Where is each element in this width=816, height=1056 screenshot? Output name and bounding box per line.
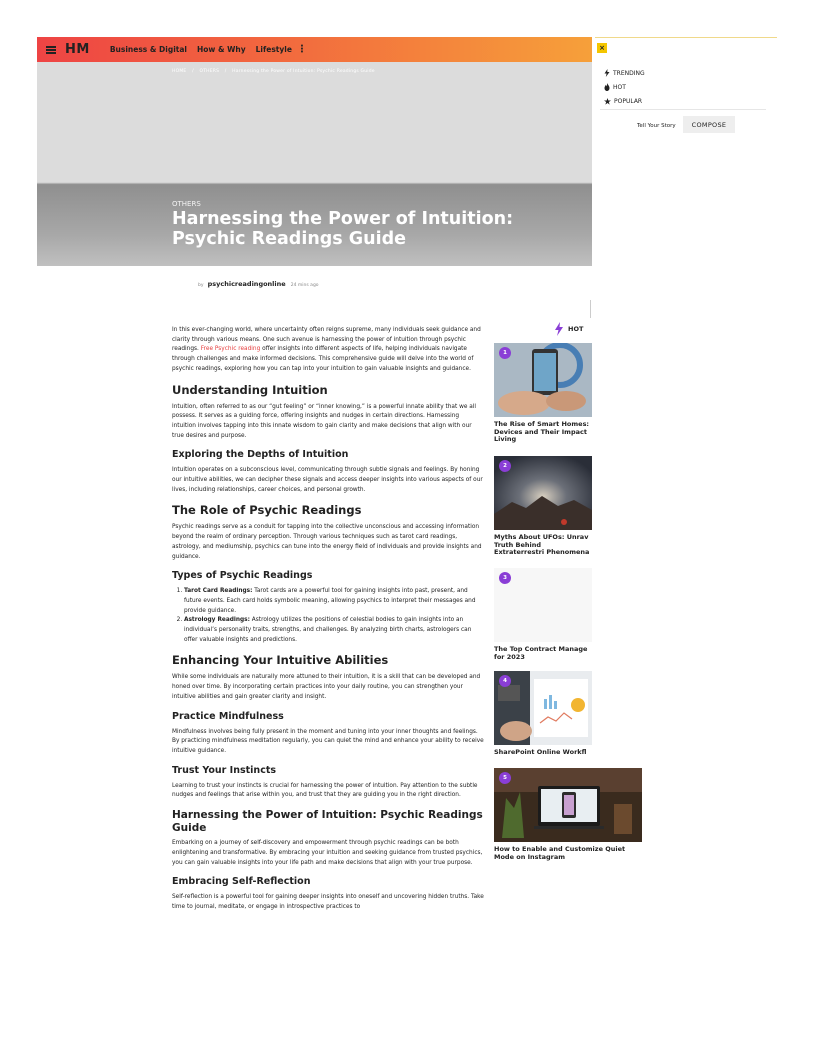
paragraph: Psychic readings serve as a conduit for tapping into the collective unconscious and accessing information beyond the realm of ordinary perception. Through various techniques such as tarot card readings, astrology, and mediumship, psychics can tune into the energy field of individuals and provide insights and guidance. [172, 524, 482, 560]
hot-item-2[interactable] [494, 456, 592, 557]
paragraph: Intuition, often referred to as our “gut feeling” or “inner knowing,” is a powerful innate ability that we all possess. It serves as a guiding force, offering insights and nudges in certain directions. Harnessing intuition involves tapping into this innate wisdom to gain clarity and make decisions that align with our true desires and purpose. [172, 403, 477, 439]
page-title: Harnessing the Power of Intuition: Psychic Readings Guide [172, 209, 514, 249]
more-vertical-icon[interactable]: ⋮ [296, 44, 307, 55]
hero-banner [37, 62, 592, 266]
rank-badge: 2 [499, 460, 511, 472]
thumbnail-sharepoint[interactable] [494, 671, 592, 745]
site-logo[interactable]: HM [65, 42, 90, 57]
menu-item-label: HOT [613, 83, 626, 91]
lightning-icon [604, 69, 610, 77]
byline-prefix: by [198, 283, 204, 288]
heading-self-reflection: Embracing Self-Reflection [172, 876, 311, 888]
list-item: 2. Astrology Readings: Astrology utilizes the positions of celestial bodies to gain insights into an individual’s personality traits, strengths, and challenges. By analyzing birth charts, astrologers can offer valuable insights and predictions. [184, 616, 484, 645]
heading-practice-mindfulness: Practice Mindfulness [172, 710, 284, 722]
instagram-image [494, 768, 642, 842]
post-time: 24 mins ago [290, 283, 319, 288]
panel-border [595, 37, 777, 38]
menu-item-hot[interactable] [604, 80, 645, 94]
heading-trust-instincts: Trust Your Instincts [172, 764, 277, 776]
star-icon [604, 98, 611, 105]
breadcrumb [172, 69, 379, 74]
heading-harnessing-power: Harnessing the Power of Intuition: Psychic Readings Guide [172, 809, 483, 834]
lightning-icon [554, 322, 564, 336]
heading-role-psychic-readings: The Role of Psychic Readings [172, 503, 362, 518]
compose-button[interactable]: COMPOSE [683, 116, 735, 133]
divider [590, 300, 591, 318]
breadcrumb-home[interactable]: HOME [172, 69, 187, 74]
byline [198, 280, 319, 288]
hot-item-5[interactable] [494, 768, 642, 861]
divider [600, 109, 766, 110]
menu-item-label: TRENDING [613, 69, 645, 77]
main-nav [110, 45, 292, 54]
thumbnail-instagram[interactable] [494, 768, 642, 842]
readings-list [172, 587, 484, 645]
breadcrumb-separator: / [192, 69, 194, 74]
paragraph: Self-reflection is a powerful tool for gaining deeper insights into oneself and uncovering hidden truths. Take time to journal, meditate, or engage in introspective practices to [172, 894, 484, 910]
nav-lifestyle[interactable]: Lifestyle [255, 45, 292, 54]
breadcrumb-current: Harnessing the Power of Intuition: Psychic Readings Guide [232, 69, 375, 74]
article-body [172, 326, 484, 921]
intro-paragraph: In this ever-changing world, where uncertainty often reigns supreme, many individuals seek guidance and clarity through various means. One such avenue is harnessing the power of intuition through psychic readings. Free Psychic reading offer insights into different aspects of life, helping individuals navigate through challenges and make informed decisions. This comprehensive guide will delve into the world of psychic readings, exploring how you can tap into your intuition to gain valuable insights and guidance. [172, 327, 481, 372]
hot-item-4[interactable] [494, 671, 592, 757]
tell-your-story-label: Tell Your Story [637, 123, 676, 129]
flame-icon [604, 83, 610, 91]
close-icon[interactable]: × [597, 43, 607, 53]
nav-business-digital[interactable]: Business & Digital [109, 45, 187, 54]
author-link[interactable]: psychicreadingonline [207, 280, 286, 288]
list-item: 1. Tarot Card Readings: Tarot cards are a powerful tool for gaining insights into past, present, and future events. Each card holds symbolic meaning, allowing psychics to interpret their messages and provide guidance. [184, 587, 484, 616]
rank-badge: 3 [499, 572, 511, 584]
paragraph: Intuition operates on a subconscious level, communicating through subtle signals and feelings. By honing our intuitive abilities, we can decipher these signals and access deeper insights into various aspects of our lives, including relationships, career choices, and personal growth. [172, 467, 483, 493]
panel-menu [604, 66, 645, 108]
heading-types-psychic-readings: Types of Psychic Readings [172, 570, 313, 582]
category-label[interactable]: OTHERS [172, 200, 201, 208]
thumbnail-smart-home[interactable] [494, 343, 592, 417]
thumbnail-ufo[interactable] [494, 456, 592, 530]
paragraph: Embarking on a journey of self-discovery and empowerment through psychic readings can be both enlightening and transformative. By embracing your intuition and seeking guidance from trusted psychics, you can gain valuable insights into your life path and make decisions that align with your true purpose. [172, 840, 483, 866]
rank-badge: 1 [499, 347, 511, 359]
breadcrumb-others[interactable]: OTHERS [199, 69, 220, 74]
paragraph: Learning to trust your instincts is crucial for harnessing the power of intuition. Pay attention to the subtle nudges and feelings that arise within you, and trust that they are guiding you in the right direction. [172, 782, 478, 799]
menu-icon[interactable] [46, 46, 56, 54]
rank-badge: 4 [499, 675, 511, 687]
hot-item-title[interactable]: How to Enable and Customize Quiet Mode on Instagram [494, 845, 626, 861]
heading-enhancing-abilities: Enhancing Your Intuitive Abilities [172, 653, 389, 668]
hot-item-3[interactable] [494, 568, 592, 661]
hot-label: HOT [568, 325, 584, 333]
heading-understanding-intuition: Understanding Intuition [172, 382, 328, 397]
paragraph: While some individuals are naturally more attuned to their intuition, it is a skill that can be developed and honed over time. By incorporating certain practices into your daily routine, you can strengthen your intuitive abilities and gain greater clarity and insight. [172, 674, 481, 700]
site-header [37, 37, 592, 62]
paragraph: Mindfulness involves being fully present in the moment and tuning into your inner thoughts and feelings. By practicing mindfulness meditation regularly, you can quiet the mind and enhance your ability to receive intuitive guidance. [172, 728, 484, 754]
nav-how-why[interactable]: How & Why [197, 45, 246, 54]
hot-header [554, 322, 583, 336]
hot-item-title[interactable]: The Rise of Smart Homes: Devices and Their Impact Living [494, 420, 590, 443]
menu-item-trending[interactable] [604, 66, 645, 80]
free-psychic-reading-link[interactable]: Free Psychic reading [200, 346, 261, 353]
menu-item-label: POPULAR [614, 97, 643, 105]
breadcrumb-separator: / [224, 69, 227, 74]
hot-item-1[interactable] [494, 343, 592, 444]
hot-item-title[interactable]: SharePoint Online Workfl [494, 748, 587, 756]
rank-badge: 5 [499, 772, 511, 784]
heading-exploring-depths: Exploring the Depths of Intuition [172, 449, 349, 461]
menu-item-popular[interactable] [604, 94, 645, 108]
hot-item-title[interactable]: The Top Contract Manage for 2023 [494, 645, 588, 661]
hot-item-title[interactable]: Myths About UFOs: Unrav Truth Behind Extraterrestri Phenomena [494, 533, 590, 556]
thumbnail-contract[interactable] [494, 568, 592, 642]
